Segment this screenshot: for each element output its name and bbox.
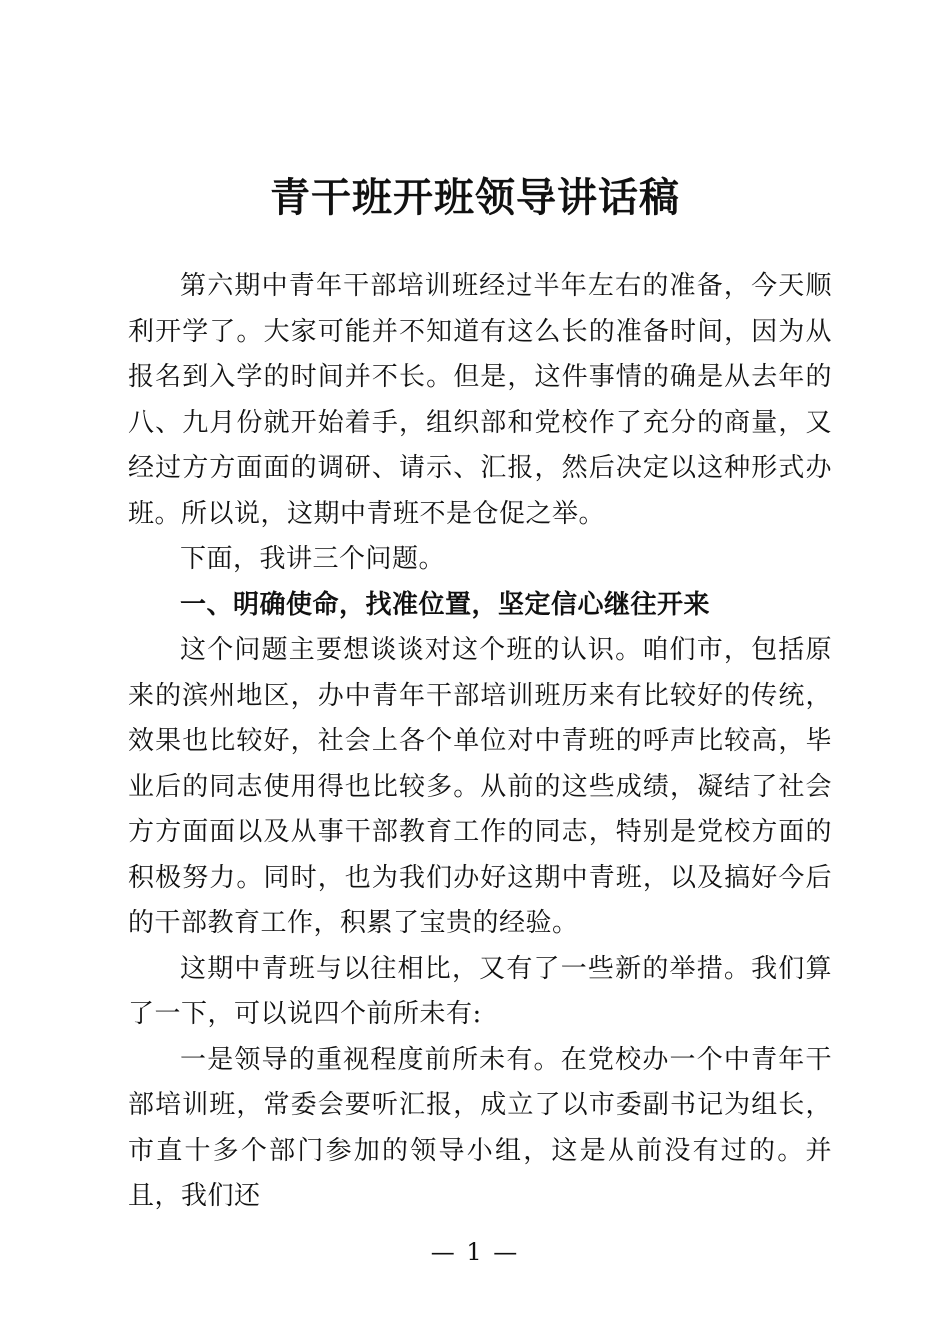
document-title: 青干班开班领导讲话稿 [270,174,680,221]
page-number: — 1 — [430,1238,520,1266]
document-body [128,264,832,1220]
paragraph-section1-c: 一是领导的重视程度前所未有。在党校办一个中青年干部培训班，常委会要听汇报，成立了以市委副书记为组长，市直十多个部门参加的领导小组，这是从前没有过的。并且，我们还 [128,1044,832,1211]
paragraph-intro: 第六期中青年干部培训班经过半年左右的准备，今天顺利开学了。大家可能并不知道有这么长的准备时间，因为从报名到入学的时间并不长。但是，这件事情的确是从去年的八、九月份就开始着手，组织部和党校作了充分的商量，又经过方方面面的调研、请示、汇报，然后决定以这种形式办班。所以说，这期中青班不是仓促之举。 [128,271,832,529]
paragraph-section1-b: 这期中青班与以往相比，又有了一些新的举措。我们算了一下，可以说四个前所未有: [128,953,832,1029]
section-heading-1: 一、明确使命，找准位置，坚定信心继往开来 [180,589,711,620]
paragraph-outline: 下面，我讲三个问题。 [180,544,446,574]
paragraph-section1-a: 这个问题主要想谈谈对这个班的认识。咱们市，包括原来的滨州地区，办中青年干部培训班历来有比较好的传统，效果也比较好，社会上各个单位对中青班的呼声比较高，毕业后的同志使用得也比较多。从前的这些成绩，凝结了社会方方面面以及从事干部教育工作的同志，特别是党校方面的积极努力。同时，也为我们办好这期中青班，以及搞好今后的干部教育工作，积累了宝贵的经验。 [128,635,832,938]
